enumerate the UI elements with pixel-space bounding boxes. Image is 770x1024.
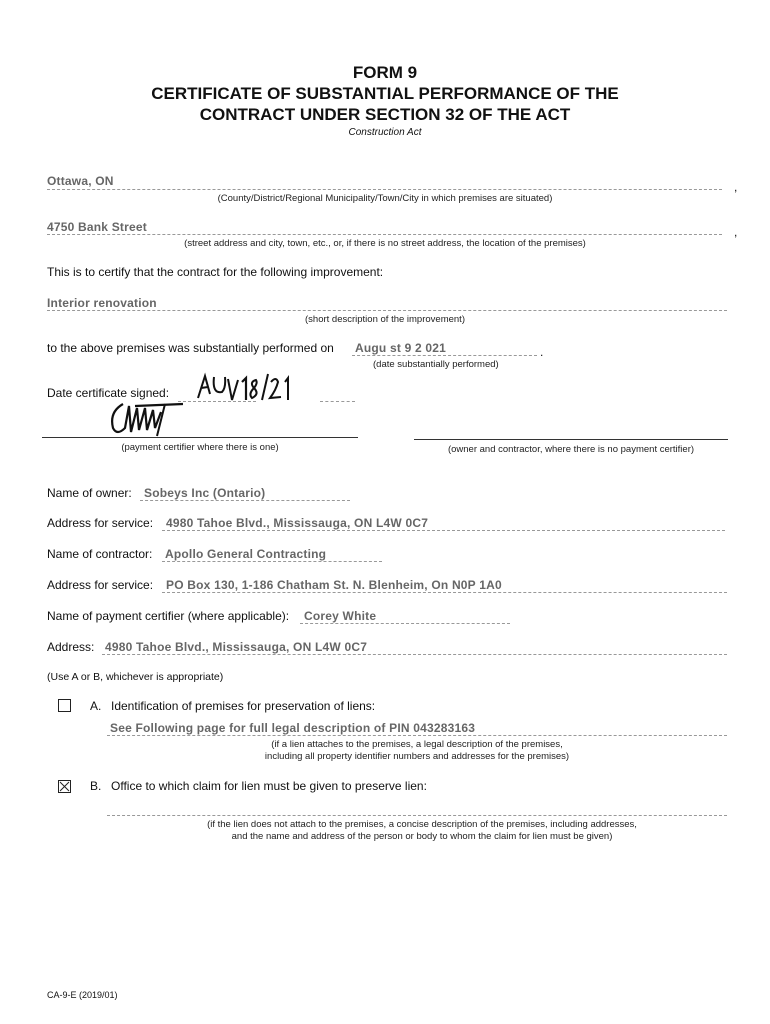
certifier-address-line — [102, 654, 727, 655]
certifier-label: Name of payment certifier (where applicable): — [47, 609, 290, 623]
owner-address-value[interactable]: 4980 Tahoe Blvd., Mississauga, ON L4W 0C7 — [166, 516, 429, 530]
option-b-caption-2: and the name and address of the person or body to whom the claim for lien must be given) — [231, 831, 613, 842]
city-line — [47, 189, 722, 190]
option-b-label: Office to which claim for lien must be given to preserve lien: — [111, 779, 427, 793]
contractor-address-value[interactable]: PO Box 130, 1-186 Chatham St. N. Blenheim, On N0P 1A0 — [166, 578, 502, 592]
option-b-line[interactable] — [107, 815, 727, 816]
contractor-label: Name of contractor: — [47, 547, 153, 561]
contractor-address-line — [162, 592, 727, 593]
city-comma: , — [734, 180, 738, 194]
street-caption: (street address and city, town, etc., or, if there is no street address, the location of the premises) — [184, 238, 586, 249]
form-code: CA-9-E (2019/01) — [47, 990, 118, 1000]
performed-date-line — [352, 355, 537, 356]
owner-contractor-signature-line[interactable] — [414, 439, 728, 440]
street-comma: , — [734, 225, 738, 239]
form-title-line2: CONTRACT UNDER SECTION 32 OF THE ACT — [199, 105, 571, 124]
contractor-line — [162, 561, 382, 562]
certifier-address-value[interactable]: 4980 Tahoe Blvd., Mississauga, ON L4W 0C7 — [105, 640, 368, 654]
handwritten-date-image — [192, 372, 292, 404]
owner-value[interactable]: Sobeys Inc (Ontario) — [144, 486, 266, 500]
date-signed-line-2 — [320, 401, 355, 402]
owner-address-line — [162, 530, 725, 531]
improvement-line — [47, 310, 727, 311]
owner-label: Name of owner: — [47, 486, 132, 500]
option-a-checkbox[interactable] — [58, 699, 71, 712]
payment-certifier-caption: (payment certifier where there is one) — [121, 442, 279, 453]
certifier-address-label: Address: — [47, 640, 95, 654]
performed-period: . — [540, 345, 544, 359]
payment-certifier-signature-line[interactable] — [42, 437, 358, 438]
form-title-line1: CERTIFICATE OF SUBSTANTIAL PERFORMANCE OF THE — [151, 84, 619, 103]
certifier-line — [300, 623, 510, 624]
option-a-line — [107, 735, 727, 736]
owner-line — [140, 500, 350, 501]
option-b-caption-1: (if the lien does not attach to the premises, a concise description of the premises, including addresses, — [207, 819, 637, 830]
signature-image — [105, 398, 185, 440]
street-line — [47, 234, 722, 235]
performed-label: to the above premises was substantially performed on — [47, 341, 334, 355]
form-number: FORM 9 — [352, 63, 418, 82]
option-a-caption-1: (if a lien attaches to the premises, a legal description of the premises, — [271, 739, 563, 750]
option-a-value[interactable]: See Following page for full legal description of PIN 043283163 — [110, 721, 476, 735]
improvement-value[interactable]: Interior renovation — [47, 296, 157, 310]
option-a-letter: A. — [90, 699, 102, 713]
act-name: Construction Act — [348, 127, 422, 138]
check-x-icon — [59, 781, 70, 792]
option-a-label: Identification of premises for preservation of liens: — [111, 699, 376, 713]
options-instruction: (Use A or B, whichever is appropriate) — [47, 671, 224, 683]
performed-date-value[interactable]: Augu st 9 2 021 — [355, 341, 447, 355]
improvement-caption: (short description of the improvement) — [305, 314, 465, 325]
performed-caption: (date substantially performed) — [373, 359, 499, 370]
contractor-value[interactable]: Apollo General Contracting — [165, 547, 327, 561]
certifier-value[interactable]: Corey White — [304, 609, 377, 623]
owner-address-label: Address for service: — [47, 516, 154, 530]
street-value[interactable]: 4750 Bank Street — [47, 220, 147, 234]
option-b-checkbox[interactable] — [58, 780, 71, 793]
option-b-letter: B. — [90, 779, 102, 793]
owner-contractor-caption: (owner and contractor, where there is no payment certifier) — [447, 444, 695, 455]
option-a-caption-2: including all property identifier numbers and addresses for the premises) — [264, 751, 570, 762]
contractor-address-label: Address for service: — [47, 578, 154, 592]
city-value[interactable]: Ottawa, ON — [47, 174, 114, 188]
date-signed-label: Date certificate signed: — [47, 386, 170, 400]
city-caption: (County/District/Regional Municipality/Town/City in which premises are situated) — [217, 193, 553, 204]
certify-intro: This is to certify that the contract for the following improvement: — [47, 265, 384, 279]
